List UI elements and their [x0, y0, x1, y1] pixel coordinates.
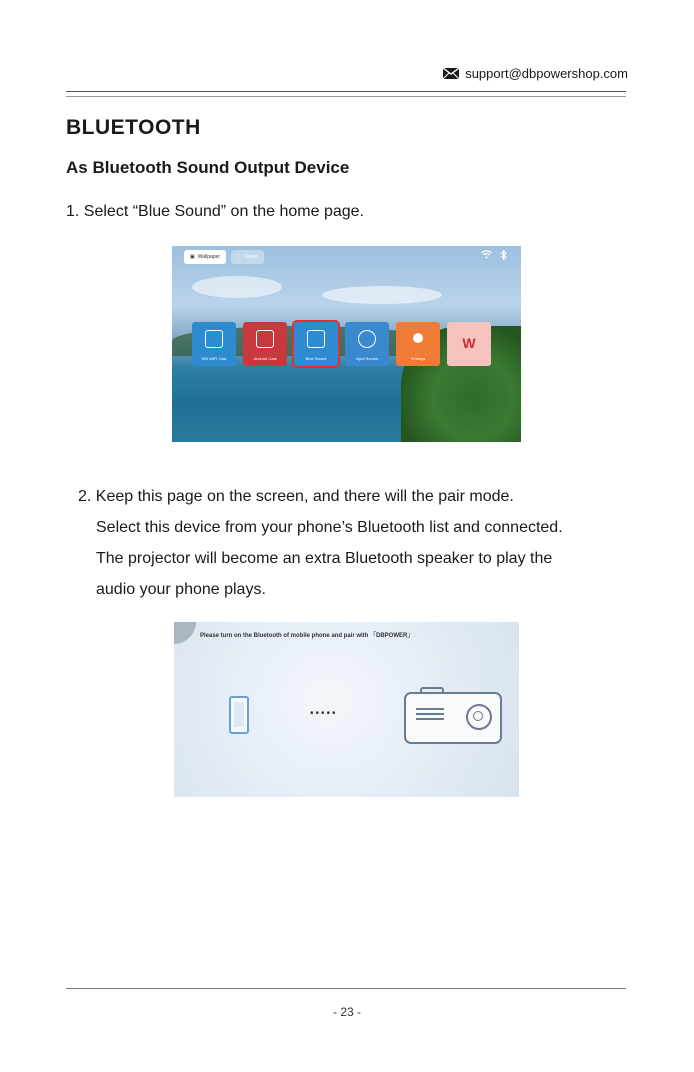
input-source-icon	[358, 330, 376, 348]
tile-settings[interactable]: Settings	[396, 322, 440, 366]
wps-logo-icon: W	[462, 335, 476, 351]
tile-android-cast[interactable]: Android Cast	[243, 322, 287, 366]
wifi-icon	[481, 250, 492, 262]
step-1-text: 1. Select “Blue Sound” on the home page.	[66, 203, 364, 220]
step-2-line-4: audio your phone plays.	[96, 581, 266, 598]
envelope-icon	[443, 68, 459, 79]
bluetooth-icon	[500, 250, 507, 262]
pairing-screenshot	[174, 622, 519, 797]
section-subtitle: As Bluetooth Sound Output Device	[66, 158, 350, 177]
step-2-text	[78, 481, 563, 605]
pairing-dots: •••••	[310, 708, 338, 719]
phone-icon	[229, 696, 249, 734]
footer-rule	[66, 988, 626, 989]
home-page-screenshot	[172, 246, 521, 442]
clean-pill[interactable]: ⬚ Clean	[231, 250, 264, 264]
screen-cast-icon	[256, 330, 274, 348]
section-title: BLUETOOTH	[66, 116, 201, 139]
clean-icon: ⬚	[237, 254, 242, 260]
cast-icon	[205, 330, 223, 348]
wallpaper-pill[interactable]: ▣ Wallpaper	[184, 250, 226, 264]
step-2-line-2: Select this device from your phone’s Bluetooth list and connected.	[96, 519, 563, 536]
step-2-line-1: 2. Keep this page on the screen, and there will the pair mode.	[78, 488, 514, 505]
speaker-icon	[307, 330, 325, 348]
step-2-line-3: The projector will become an extra Bluetooth speaker to play the	[96, 550, 553, 567]
header-rule	[66, 91, 626, 92]
tile-wifi-cast[interactable]: Wifi WiFi Cast	[192, 322, 236, 366]
pairing-prompt: Please turn on the Bluetooth of mobile phone and pair with 「DBPOWER」	[200, 633, 414, 639]
page-number: - 23 -	[332, 1005, 361, 1019]
gear-icon	[413, 333, 423, 343]
support-email[interactable]: support@dbpowershop.com	[465, 66, 628, 81]
tile-wps[interactable]	[447, 322, 491, 366]
tile-input-source[interactable]: Input Source	[345, 322, 389, 366]
projector-icon	[404, 692, 502, 744]
header-rule-thin	[66, 96, 626, 97]
header-email	[443, 66, 628, 81]
image-icon: ▣	[190, 254, 195, 260]
tile-blue-sound[interactable]: Blue Sound	[294, 322, 338, 366]
